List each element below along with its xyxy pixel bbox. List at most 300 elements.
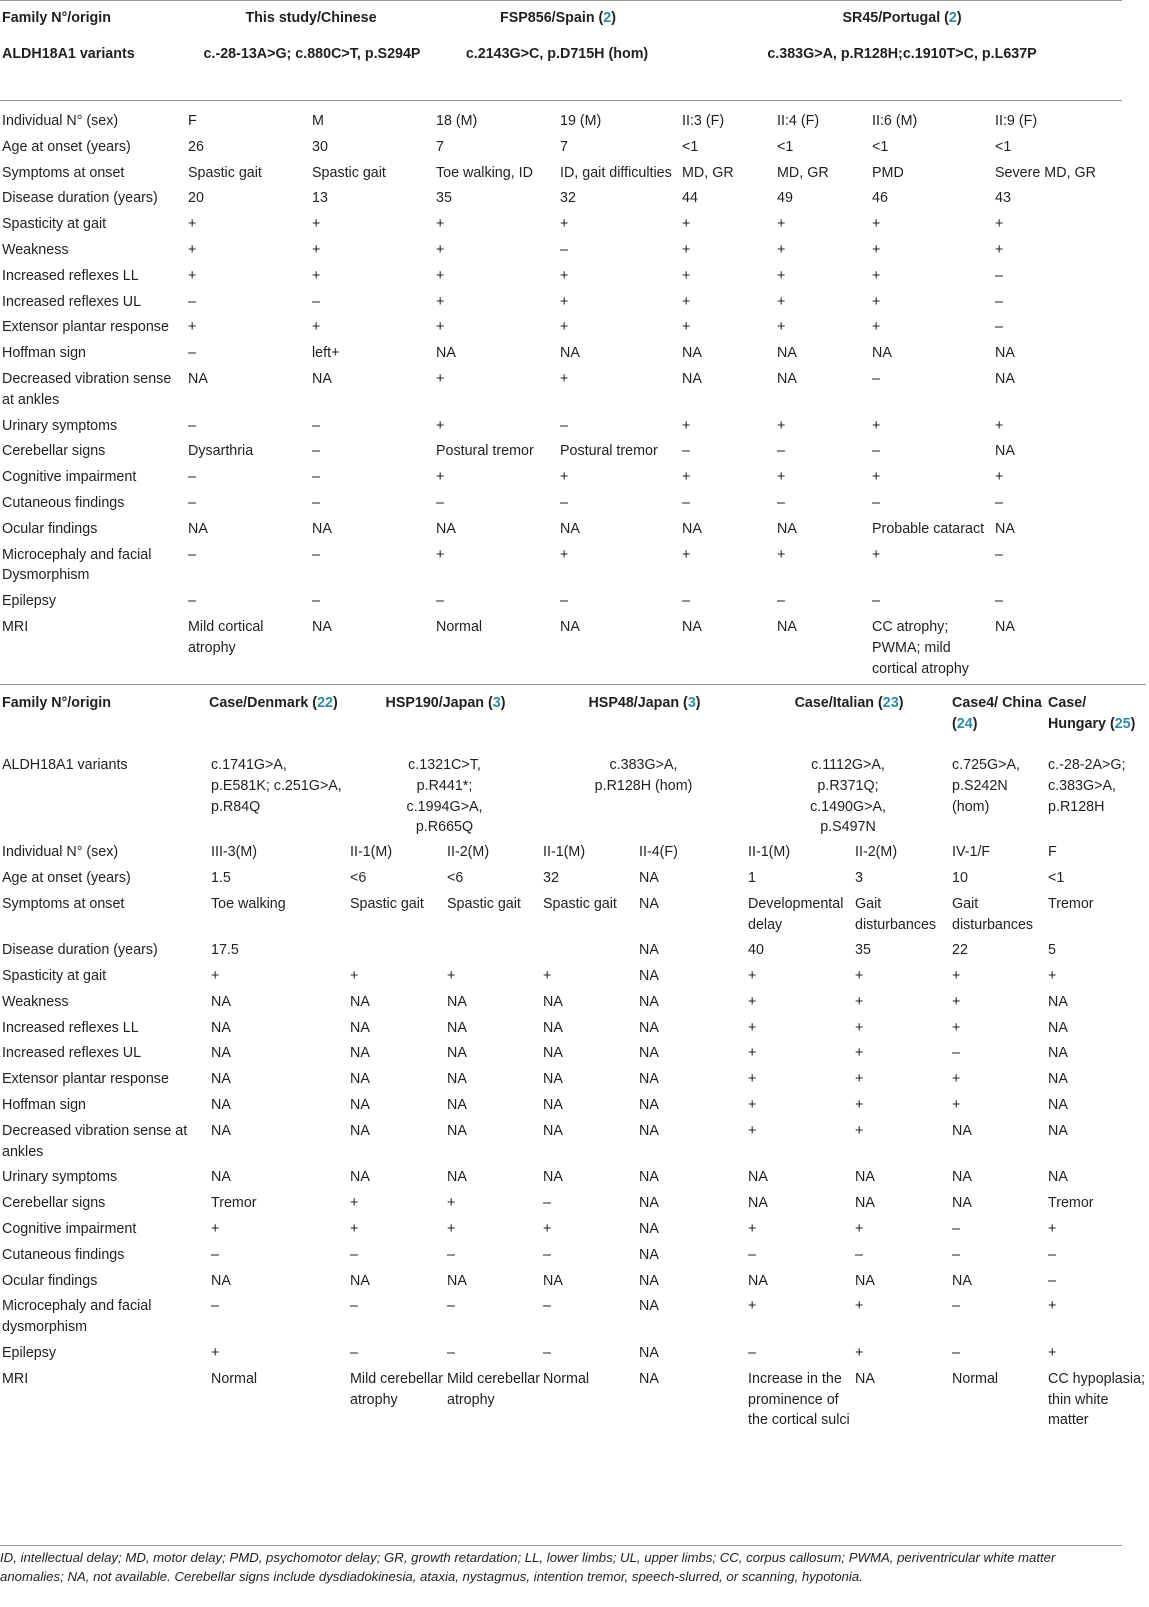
cell-value: NA — [350, 1122, 370, 1139]
cell-value: – — [188, 293, 196, 310]
family-group-header — [348, 685, 541, 755]
reference-link[interactable]: 22 — [317, 695, 333, 712]
table-row — [0, 188, 1122, 214]
cell-value: + — [748, 968, 757, 985]
cell-value: NA — [639, 1345, 659, 1362]
cell-value: + — [748, 1298, 757, 1315]
cell-value: – — [312, 469, 320, 486]
table-row — [0, 1369, 1146, 1436]
row-label: Urinary symptoms — [2, 417, 118, 434]
group-name: FSP856/Spain ( — [500, 10, 604, 26]
cell-value: – — [312, 417, 320, 434]
cell-value: NA — [1048, 1019, 1068, 1036]
cell-value: NA — [639, 968, 659, 985]
table-section-1 — [0, 0, 1122, 684]
cell-value: + — [872, 267, 881, 284]
cell-value: Toe walking, ID — [436, 164, 533, 181]
cell-value: CC atrophy; PWMA; mild cortical atrophy — [872, 618, 969, 677]
cell-value: + — [560, 293, 569, 310]
row-label: Epilepsy — [2, 593, 57, 610]
cell-value: NA — [447, 1045, 467, 1062]
cell-value: NA — [682, 370, 702, 387]
cell-value: + — [350, 1221, 359, 1238]
cell-value: – — [560, 417, 568, 434]
cell-value: + — [872, 319, 881, 336]
cell-value: 7 — [436, 138, 444, 155]
cell-value: Developmental delay — [748, 895, 844, 933]
cell-value: + — [748, 1122, 757, 1139]
row-label: Cerebellar signs — [2, 443, 106, 460]
cell-value: – — [952, 1298, 960, 1315]
cell-value: 20 — [188, 190, 204, 207]
cell-value: NA — [447, 993, 467, 1010]
table-row — [0, 894, 1146, 941]
reference-link[interactable]: 2 — [948, 10, 957, 26]
cell-value: – — [447, 1345, 455, 1362]
cell-value: NA — [639, 1221, 659, 1238]
row-label: Cognitive impairment — [2, 469, 137, 486]
cell-value: – — [350, 1246, 358, 1263]
cell-value: MD, GR — [777, 164, 829, 181]
cell-value: – — [682, 494, 690, 511]
cell-value: NA — [1048, 993, 1068, 1010]
cell-value: NA — [682, 618, 702, 635]
row-label: Extensor plantar response — [2, 319, 169, 336]
row-label: Microcephaly and facial Dysmorphism — [2, 546, 152, 584]
cell-value: + — [872, 469, 881, 486]
cell-value: Postural tremor — [560, 443, 658, 460]
cell-value: NA — [211, 1045, 231, 1062]
cell-value: NA — [855, 1169, 875, 1186]
cell-value: + — [748, 1019, 757, 1036]
cell-value: + — [855, 1345, 864, 1362]
cell-value: NA — [855, 1370, 875, 1387]
cell-value: II:9 (F) — [995, 113, 1038, 129]
cell-value: + — [436, 267, 445, 284]
reference-link[interactable]: 3 — [687, 695, 696, 712]
table-row — [0, 1069, 1146, 1095]
row-label: Disease duration (years) — [2, 190, 158, 207]
cell-value: <1 — [777, 138, 794, 155]
family-label: Family N°/origin — [2, 10, 111, 26]
table-row — [0, 137, 1122, 163]
cell-value: 19 (M) — [560, 113, 602, 129]
cell-value: 1 — [748, 869, 756, 886]
cell-value: + — [682, 241, 691, 258]
cell-value: Toe walking — [211, 895, 286, 912]
cell-value: – — [560, 494, 568, 511]
cell-value: left+ — [312, 345, 340, 362]
cell-value — [541, 940, 637, 966]
cell-value: + — [777, 319, 786, 336]
cell-value: + — [188, 267, 197, 284]
cell-value: – — [777, 593, 785, 610]
cell-value: NA — [1048, 1169, 1068, 1186]
cell-value: 1.5 — [211, 869, 231, 886]
cell-value: + — [1048, 1221, 1057, 1238]
cell-value: + — [952, 1097, 961, 1114]
cell-value: – — [543, 1246, 551, 1263]
cell-value: NA — [211, 1019, 231, 1036]
cell-value: NA — [639, 1169, 659, 1186]
cell-value: 18 (M) — [436, 113, 478, 129]
cell-value: + — [312, 241, 321, 258]
cell-value: + — [855, 1122, 864, 1139]
cell-value: + — [211, 1221, 220, 1238]
cell-value: + — [350, 968, 359, 985]
cell-value: NA — [560, 618, 580, 635]
row-label: MRI — [2, 618, 29, 635]
cell-value: NA — [995, 443, 1015, 460]
cell-value: + — [995, 216, 1004, 233]
cell-value: – — [995, 593, 1003, 610]
cell-value: – — [1048, 1272, 1056, 1289]
row-label: Microcephaly and facial dysmorphism — [2, 1298, 152, 1336]
row-label: Ocular findings — [2, 1272, 98, 1289]
cell-value: IV-1/F — [952, 844, 991, 861]
cell-value: – — [1048, 1246, 1056, 1263]
cell-value: – — [447, 1246, 455, 1263]
cell-value: + — [777, 267, 786, 284]
cell-value: <1 — [682, 138, 699, 155]
cell-value: NA — [350, 993, 370, 1010]
row-label: Decreased vibration sense at ankles — [2, 370, 172, 408]
cell-value: Severe MD, GR — [995, 164, 1096, 181]
group-name: HSP48/Japan ( — [588, 695, 688, 712]
table-row — [0, 1167, 1146, 1193]
cell-value: + — [543, 1221, 552, 1238]
cell-value: 7 — [560, 138, 568, 155]
row-label: Epilepsy — [2, 1345, 57, 1362]
table-row — [0, 992, 1146, 1018]
cell-value: – — [188, 417, 196, 434]
reference-link[interactable]: 3 — [492, 695, 501, 712]
cell-value: NA — [211, 1169, 231, 1186]
table-footnote: ID, intellectual delay; MD, motor delay; PMD, psychomotor delay; GR, growth retardation; LL, lower limbs; UL, upper limbs; CC, corpus callosum; PWMA, periventricular white matter anomalies; NA, not available. Cerebellar signs include dysdiadokinesia, ataxia, nystagmus, intention tremor, speech-slurred, or scanning, hypotonia. — [0, 1550, 1056, 1584]
table-row — [0, 617, 1122, 684]
cell-value: Spastic gait — [188, 164, 262, 181]
cell-value: – — [995, 267, 1003, 284]
cell-value: M — [312, 113, 324, 129]
group-name-close: ) — [972, 716, 978, 733]
cell-value: NA — [1048, 1122, 1068, 1139]
cell-value: + — [872, 417, 881, 434]
cell-value: + — [211, 1345, 220, 1362]
cell-value: + — [872, 546, 881, 563]
cell-value: NA — [211, 1272, 231, 1289]
table-row — [0, 214, 1122, 240]
cell-value: + — [188, 216, 197, 233]
cell-value: NA — [211, 1097, 231, 1114]
table-row — [0, 1343, 1146, 1369]
cell-value: + — [777, 469, 786, 486]
cell-value: NA — [995, 618, 1015, 635]
cell-value: NA — [639, 1195, 659, 1212]
cell-value: CC hypoplasia; thin white matter — [1048, 1370, 1145, 1429]
cell-value: NA — [211, 1122, 231, 1139]
cell-value: – — [188, 593, 196, 610]
table-row — [0, 317, 1122, 343]
row-label: Spasticity at gait — [2, 216, 107, 233]
cell-value: + — [188, 241, 197, 258]
cell-value: II-2(M) — [447, 844, 490, 861]
cell-value: + — [682, 546, 691, 563]
cell-value: – — [543, 1298, 551, 1315]
cell-value: III-3(M) — [211, 844, 258, 861]
variant-cell: c.725G>A, p.S242N (hom) — [952, 756, 1020, 815]
cell-value: + — [543, 968, 552, 985]
row-label: Cognitive impairment — [2, 1221, 137, 1238]
reference-link[interactable]: 25 — [1114, 716, 1131, 733]
cell-value: 22 — [952, 942, 968, 959]
cell-value: NA — [952, 1272, 972, 1289]
cell-value: + — [855, 1045, 864, 1062]
cell-value: + — [312, 319, 321, 336]
cell-value: Mild cerebellar atrophy — [350, 1370, 443, 1408]
cell-value: + — [952, 968, 961, 985]
cell-value: + — [872, 241, 881, 258]
cell-value: NA — [350, 1045, 370, 1062]
cell-value: Spastic gait — [447, 895, 521, 912]
cell-value: – — [952, 1246, 960, 1263]
cell-value: NA — [436, 345, 456, 362]
table-row — [0, 467, 1122, 493]
cell-value: NA — [350, 1019, 370, 1036]
family-group-header — [950, 685, 1046, 755]
cell-value: + — [748, 1221, 757, 1238]
reference-link[interactable]: 2 — [603, 10, 612, 26]
cell-value: NA — [188, 520, 208, 537]
variants-row — [0, 755, 1146, 842]
cell-value: 43 — [995, 190, 1011, 207]
cell-value: – — [560, 593, 568, 610]
cell-value: Normal — [952, 1370, 999, 1387]
cell-value: + — [682, 417, 691, 434]
cell-value: NA — [748, 1272, 768, 1289]
cell-value: Tremor — [1048, 895, 1094, 912]
reference-link[interactable]: 23 — [882, 695, 899, 712]
cell-value: <1 — [1048, 869, 1065, 886]
variant-cell: c.1321C>T, p.R441*; c.1994G>A, p.R665Q — [406, 756, 483, 836]
row-label: Spasticity at gait — [2, 968, 107, 985]
cell-value: + — [952, 1071, 961, 1088]
variant-cell: c.383G>A, p.R128H (hom) — [594, 756, 693, 794]
cell-value: II:4 (F) — [777, 113, 820, 129]
row-label: Hoffman sign — [2, 345, 86, 362]
cell-value: – — [312, 494, 320, 511]
cell-value: – — [436, 494, 444, 511]
cell-value: – — [543, 1345, 551, 1362]
cell-value: NA — [777, 370, 797, 387]
cell-value: + — [447, 1195, 456, 1212]
cell-value: Normal — [543, 1370, 590, 1387]
table-row — [0, 591, 1122, 617]
row-label: Weakness — [2, 241, 69, 258]
row-label: Cutaneous findings — [2, 494, 125, 511]
row-label: Age at onset (years) — [2, 869, 131, 886]
cell-value: – — [748, 1345, 756, 1362]
table-row — [0, 842, 1146, 868]
variant-cell: c.-28-2A>G; c.383G>A, p.R128H — [1048, 756, 1126, 815]
cell-value: + — [436, 370, 445, 387]
cell-value: Gait disturbances — [952, 895, 1034, 933]
cell-value: NA — [211, 993, 231, 1010]
cell-value: 44 — [682, 190, 698, 207]
cell-value: + — [682, 267, 691, 284]
table-row — [0, 493, 1122, 519]
cell-value: + — [447, 968, 456, 985]
family-group-header — [186, 0, 434, 38]
group-name: Case4/ China ( — [952, 695, 1042, 733]
cell-value: – — [211, 1246, 219, 1263]
cell-value: + — [748, 993, 757, 1010]
cell-value: NA — [350, 1071, 370, 1088]
cell-value: NA — [748, 1169, 768, 1186]
cell-value: + — [855, 1019, 864, 1036]
group-name-close: ) — [956, 10, 962, 26]
table-section-2 — [0, 684, 1146, 1436]
variant-cell: c.1741G>A, p.E581K; c.251G>A, p.R84Q — [211, 756, 342, 815]
cell-value: + — [777, 417, 786, 434]
cell-value: + — [436, 417, 445, 434]
cell-value: + — [436, 293, 445, 310]
cell-value: NA — [639, 1071, 659, 1088]
reference-link[interactable]: 24 — [956, 716, 973, 733]
cell-value: + — [436, 546, 445, 563]
cell-value: 35 — [855, 942, 871, 959]
cell-value: – — [312, 593, 320, 610]
cell-value: NA — [436, 520, 456, 537]
cell-value: + — [447, 1221, 456, 1238]
cell-value: + — [682, 469, 691, 486]
cell-value: NA — [639, 942, 659, 959]
cell-value: – — [952, 1045, 960, 1062]
cell-value: NA — [952, 1169, 972, 1186]
cell-value: – — [952, 1221, 960, 1238]
cell-value: – — [777, 494, 785, 511]
table-row — [0, 101, 1122, 137]
variant-cell: c.383G>A, p.R128H;c.1910T>C, p.L637P — [680, 38, 1122, 101]
cell-value: + — [855, 968, 864, 985]
cell-value: 13 — [312, 190, 328, 207]
cell-value: II-2(M) — [855, 844, 898, 861]
variant-cell: c.1112G>A, p.R371Q; c.1490G>A, p.S497N — [810, 756, 886, 836]
cell-value: NA — [682, 345, 702, 362]
row-label: Symptoms at onset — [2, 164, 125, 181]
cell-value: NA — [312, 618, 332, 635]
row-label: Decreased vibration sense at ankles — [2, 1122, 188, 1160]
cell-value: – — [872, 370, 880, 387]
cell-value: + — [436, 216, 445, 233]
cell-value: – — [188, 494, 196, 511]
cell-value: F — [1048, 844, 1057, 861]
cell-value: + — [560, 546, 569, 563]
row-label: Cutaneous findings — [2, 1246, 125, 1263]
cell-value: NA — [777, 345, 797, 362]
cell-value: Mild cerebellar atrophy — [447, 1370, 540, 1408]
table-row — [0, 1043, 1146, 1069]
cell-value: – — [543, 1195, 551, 1212]
cell-value: + — [682, 319, 691, 336]
cell-value: NA — [1048, 1045, 1068, 1062]
variant-cell: c.-28-13A>G; c.880C>T, p.S294P — [186, 38, 434, 101]
cell-value: Tremor — [211, 1195, 257, 1212]
cell-value: ID, gait difficulties — [560, 164, 672, 181]
cell-value: 46 — [872, 190, 888, 207]
cell-value: NA — [639, 1045, 659, 1062]
row-label: Age at onset (years) — [2, 138, 131, 155]
table-row — [0, 545, 1122, 592]
cell-value: NA — [639, 1298, 659, 1315]
cell-value: PMD — [872, 164, 904, 181]
row-label: Increased reflexes LL — [2, 267, 139, 284]
cell-value: Normal — [436, 618, 483, 635]
table-row — [0, 1121, 1146, 1168]
cell-value: – — [211, 1298, 219, 1315]
table-row — [0, 1018, 1146, 1044]
cell-value: – — [995, 546, 1003, 563]
cell-value: – — [312, 293, 320, 310]
cell-value: NA — [312, 520, 332, 537]
cell-value: – — [748, 1246, 756, 1263]
family-group-header — [680, 0, 1122, 38]
cell-value: NA — [543, 1169, 563, 1186]
cell-value: – — [855, 1246, 863, 1263]
family-group-header — [746, 685, 950, 755]
cell-value: + — [952, 993, 961, 1010]
cell-value: 17.5 — [211, 942, 239, 959]
row-label: Ocular findings — [2, 520, 98, 537]
cell-value — [445, 940, 541, 966]
cell-value: – — [560, 241, 568, 258]
cell-value: – — [312, 546, 320, 563]
row-label: Increased reflexes UL — [2, 1045, 142, 1062]
cell-value: + — [777, 241, 786, 258]
group-name: Case/Denmark ( — [209, 695, 318, 712]
cell-value: + — [436, 241, 445, 258]
cell-value: – — [188, 345, 196, 362]
table-row — [0, 163, 1122, 189]
family-header-row — [0, 685, 1146, 755]
cell-value: + — [748, 1045, 757, 1062]
group-name: HSP190/Japan ( — [385, 695, 493, 712]
table-row — [0, 369, 1122, 416]
group-name: Case/ Hungary ( — [1048, 695, 1115, 733]
cell-value: NA — [350, 1272, 370, 1289]
cell-value: – — [872, 443, 880, 460]
cell-value: II-4(F) — [639, 844, 678, 861]
cell-value: NA — [777, 520, 797, 537]
cell-value: + — [560, 319, 569, 336]
cell-value: – — [777, 443, 785, 460]
group-name-close: ) — [611, 10, 617, 26]
table-row — [0, 441, 1122, 467]
cell-value: NA — [543, 1045, 563, 1062]
cell-value: NA — [639, 1370, 659, 1387]
cell-value: + — [855, 1097, 864, 1114]
group-name-close: ) — [332, 695, 338, 712]
cell-value: NA — [855, 1195, 875, 1212]
row-label: Cerebellar signs — [2, 1195, 106, 1212]
cell-value: NA — [350, 1169, 370, 1186]
cell-value: + — [436, 319, 445, 336]
cell-value: + — [748, 1097, 757, 1114]
cell-value: + — [952, 1019, 961, 1036]
cell-value: + — [560, 370, 569, 387]
cell-value: Increase in the prominence of the cortical sulci — [748, 1370, 850, 1429]
cell-value: + — [1048, 1298, 1057, 1315]
cell-value: Spastic gait — [312, 164, 386, 181]
